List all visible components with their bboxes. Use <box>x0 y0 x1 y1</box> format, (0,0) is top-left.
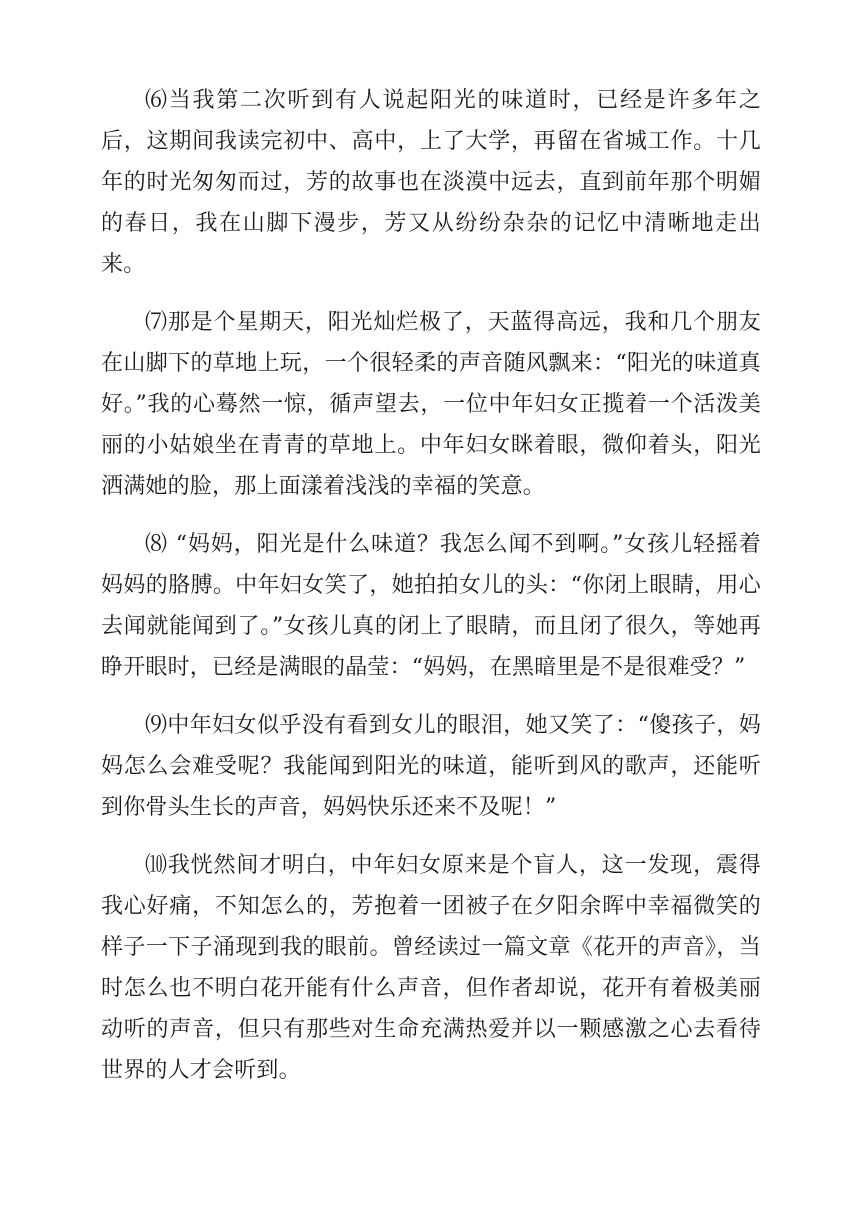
paragraph-10: ⑽我恍然间才明白，中年妇女原来是个盲人，这一发现，震得我心好痛，不知怎么的，芳抱着一团被子在夕阳余晖中幸福微笑的样子一下子涌现到我的眼前。曾经读过一篇文章《花开的声音》，当时怎么也不明白花开能有什么声音，但作者却说，花开有着极美丽动听的声音，但只有那些对生命充满热爱并以一颗感激之心去看待世界的人才会听到。 <box>101 853 761 1083</box>
paragraph-6: ⑹当我第二次听到有人说起阳光的味道时，已经是许多年之后，这期间我读完初中、高中，上了大学，再留在省城工作。十几年的时光匆匆而过，芳的故事也在淡漠中远去，直到前年那个明媚的春日，我在山脚下漫步，芳又从纷纷杂杂的记忆中清晰地走出来。 <box>101 88 761 277</box>
paragraph-9: ⑼中年妇女似乎没有看到女儿的眼泪，她又笑了：“傻孩子，妈妈怎么会难受呢？我能闻到阳光的味道，能听到风的歌声，还能听到你骨头生长的声音，妈妈快乐还来不及呢！” <box>101 713 761 820</box>
paragraph-8: ⑻ “妈妈，阳光是什么味道？我怎么闻不到啊。”女孩儿轻摇着妈妈的胳膊。中年妇女笑了，她拍拍女儿的头：“你闭上眼睛，用心去闻就能闻到了。”女孩儿真的闭上了眼睛，而且闭了很久，等她再睁开眼时，已经是满眼的晶莹：“妈妈，在黑暗里是不是很难受？” <box>101 532 761 680</box>
paragraph-7: ⑺那是个星期天，阳光灿烂极了，天蓝得高远，我和几个朋友在山脚下的草地上玩，一个很轻柔的声音随风飘来：“阳光的味道真好。”我的心蓦然一惊，循声望去，一位中年妇女正揽着一个活泼美丽的小姑娘坐在青青的草地上。中年妇女眯着眼，微仰着头，阳光洒满她的脸，那上面漾着浅浅的幸福的笑意。 <box>101 310 761 499</box>
document-body <box>101 80 761 1108</box>
